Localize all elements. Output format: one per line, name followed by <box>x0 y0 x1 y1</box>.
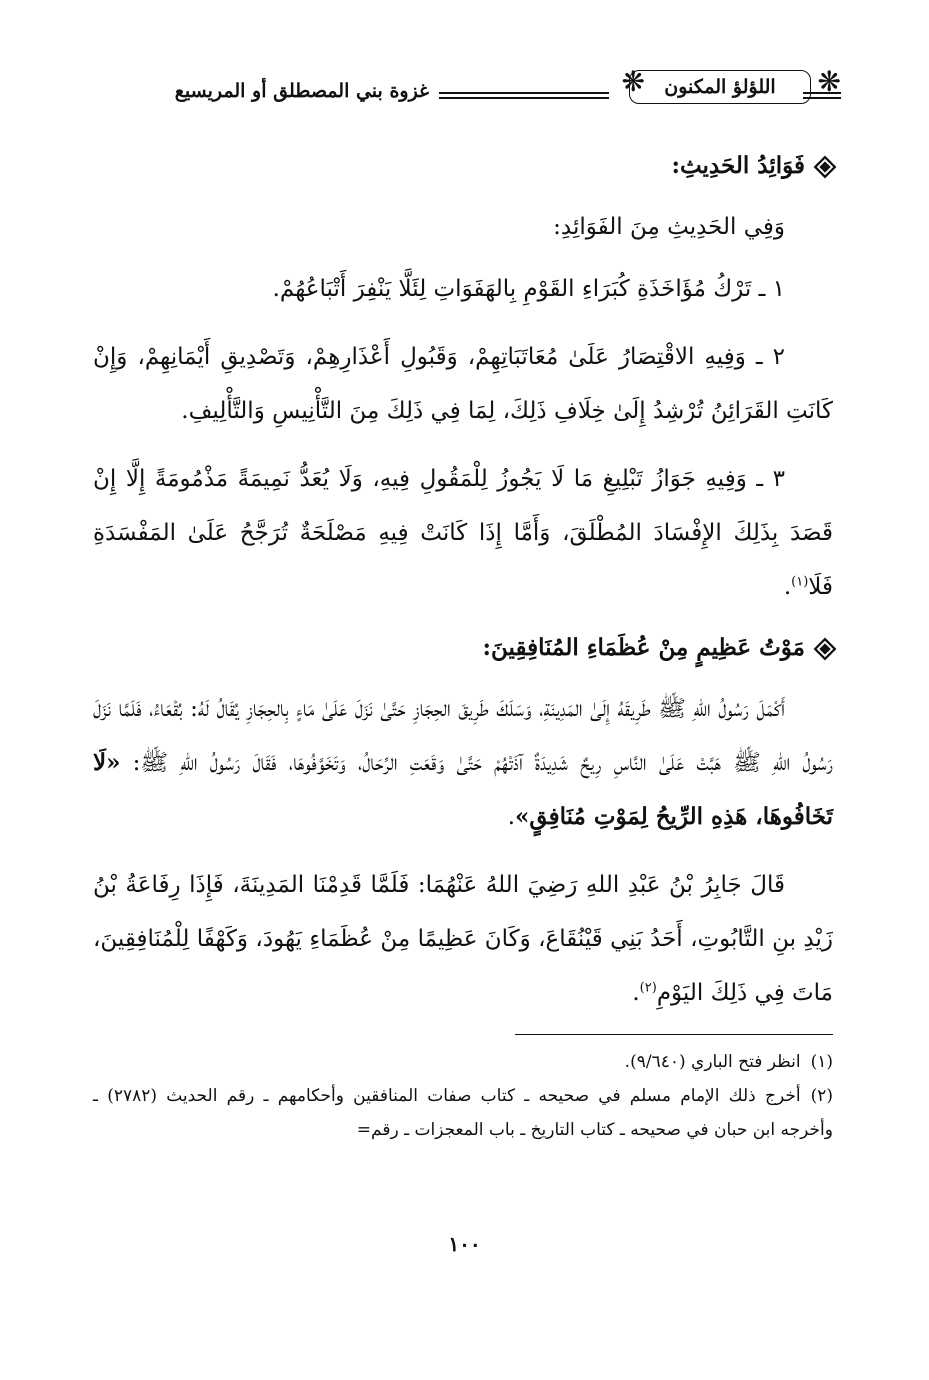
cartouche-frame <box>629 70 811 104</box>
footnote-separator <box>515 1034 833 1035</box>
footnote-1-number: (١) <box>810 1052 833 1072</box>
page-body <box>93 140 833 1147</box>
prophet-quote: «لَا تَخَافُوهَا، هَذِهِ الرِّيحُ لِمَوْتِ مُنَافِقٍ» <box>93 749 833 830</box>
section-heading-death <box>93 628 833 668</box>
section-heading-text: مَوْتُ عَظِيمٍ مِنْ عُظَمَاءِ المُنَافِقِينَ: <box>482 634 805 661</box>
narrative-paragraph-1-end: . <box>507 804 516 830</box>
benefits-intro: وَفِي الحَدِيثِ مِنَ الفَوَائِدِ: <box>553 214 785 240</box>
book-title-cartouche <box>615 76 825 98</box>
narrative-paragraph-2-end: . <box>632 980 640 1006</box>
benefit-point-3-end: . <box>783 574 792 600</box>
footnote-ref-1: (١) <box>791 574 809 590</box>
benefit-point-3 <box>93 452 833 614</box>
ornament-right-icon: ❋ <box>817 65 841 98</box>
running-header <box>88 62 841 132</box>
benefit-point-1: ١ ـ تَرْكُ مُؤَاخَذَةِ كُبَرَاءِ القَوْمِ بِالهَفَوَاتِ لِئَلَّا يَنْفِرَ أَتْبَاعُهُمْ. <box>272 276 785 302</box>
footnote-2 <box>93 1079 833 1147</box>
section-heading-text: فَوَائِدُ الحَدِيثِ: <box>671 152 805 179</box>
footnote-2-number: (٢) <box>810 1086 833 1106</box>
narrative-paragraph-1 <box>93 682 833 844</box>
footnote-ref-2: (٢) <box>639 980 657 996</box>
book-title: اللؤلؤ المكنون <box>664 76 776 98</box>
header-rule-middle <box>439 92 609 99</box>
section-heading-benefits <box>93 146 833 186</box>
narrative-paragraph-2 <box>93 858 833 1020</box>
chapter-title: غزوة بني المصطلق أو المريسيع <box>174 80 429 102</box>
benefit-point-2: ٢ ـ وَفِيهِ الاقْتِصَارُ عَلَىٰ مُعَاتَبَاتِهِمْ، وَقَبُولِ أَعْذَارِهِمْ، وَتَصْدِيقِ أَيْمَانِهِمْ، وَإِنْ كَانَتِ القَرَائِنُ تُرْشِدُ إِلَىٰ خِلَافِ ذَلِكَ، لِمَا فِي ذَلِكَ مِنَ التَّأْنِيسِ وَالتَّأْلِيفِ. <box>93 344 833 424</box>
page-number: ١٠٠ <box>448 1232 481 1256</box>
narrative-paragraph-1-text: أَكْمَلَ رَسُولُ اللهِ ﷺ طَرِيقَهُ إِلَىٰ المَدِينَةِ، وَسَلَكَ طَرِيقَ الحِجَازِ حَتَّىٰ نَزَلَ عَلَىٰ مَاءٍ بِالحِجَازِ يُقَالُ لَهُ: بُقْعَاءُ، فَلَمَّا نَزَلَ رَسُولُ اللهِ ﷺ هَبَّتْ عَلَىٰ النَّاسِ رِيحٌ شَدِيدَةٌ آذَتْهُمْ حَتَّىٰ وَقَعَتِ الرِّحَالُ، وَتَخَوَّفُوهَا، فَقَالَ رَسُولُ اللهِ ﷺ: <box>93 696 833 776</box>
diamond-bullet-icon <box>815 639 833 657</box>
footnote-1-text: انظر فتح الباري (٩/٦٤٠). <box>624 1052 801 1072</box>
ornament-left-icon: ❋ <box>621 65 645 98</box>
footnote-1 <box>93 1045 833 1079</box>
footnote-2-text: أخرج ذلك الإمام مسلم في صحيحه ـ كتاب صفات المنافقين وأحكامهم ـ رقم الحديث (٢٧٨٢) ـ وأخرجه ابن حبان في صحيحه ـ كتاب التاريخ ـ باب المعجزات ـ رقم= <box>93 1086 833 1140</box>
narrative-paragraph-2-text: قَالَ جَابِرُ بْنُ عَبْدِ اللهِ رَضِيَ اللهُ عَنْهُمَا: فَلَمَّا قَدِمْنَا المَدِينَةَ، فَإِذَا رِفَاعَةُ بْنُ زَيْدِ بنِ التَّابُوتِ، أَحَدُ بَنِي قَيْنُقَاعَ، وَكَانَ عَظِيمًا مِنْ عُظَمَاءِ يَهُودَ، وَكَهْفًا لِلْمُنَافِقِينَ، مَاتَ فِي ذَلِكَ اليَوْمِ <box>93 872 833 1006</box>
diamond-bullet-icon <box>815 157 833 175</box>
benefit-point-3-text: ٣ ـ وَفِيهِ جَوَازُ تَبْلِيغِ مَا لَا يَجُوزُ لِلْمَقُولِ فِيهِ، وَلَا يُعَدُّ نَمِيمَةً مَذْمُومَةً إِلَّا إِنْ قَصَدَ بِذَلِكَ الإِفْسَادَ المُطْلَقَ، وَأَمَّا إِذَا كَانَتْ فِيهِ مَصْلَحَةٌ تُرَجَّحُ عَلَىٰ المَفْسَدَةِ فَلَا <box>93 466 833 600</box>
